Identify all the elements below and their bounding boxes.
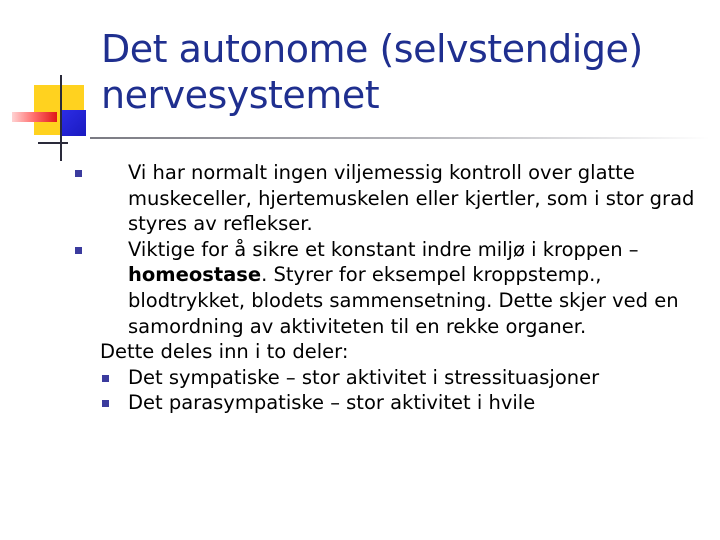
bullet-square-icon [102, 400, 109, 407]
sub-bullet-text: Det parasympatiske – stor aktivitet i hvile [128, 391, 536, 415]
decor-short-line [38, 142, 68, 144]
bullet-text-start: Viktige for å sikre et konstant indre miljø i kroppen – [128, 237, 639, 261]
bullet-item [100, 160, 700, 237]
decor-vertical-line [60, 75, 62, 161]
bullet-square-icon [75, 247, 82, 254]
slide-body [100, 160, 700, 416]
title-underline [90, 137, 710, 139]
bullet-square-icon [102, 375, 109, 382]
decor-red-bar [12, 112, 57, 122]
bullet-text-end: . Styrer for eksempel kroppstemp., blodtrykket, blodets sammensetning. Dette skjer ved en samordning av aktiviteten til en rekke organer. [128, 263, 679, 338]
sub-bullet-item [100, 365, 700, 391]
bullet-item [100, 237, 700, 339]
intro-line: Dette deles inn i to deler: [100, 340, 349, 364]
slide-title: Det autonome (selvstendige) nervesystemet [101, 27, 643, 117]
sub-bullet-text: Det sympatiske – stor aktivitet i stressituasjoner [128, 365, 600, 389]
decor-blue-square [60, 110, 86, 136]
bullet-text-bold: homeostase [128, 263, 262, 287]
bullet-square-icon [75, 170, 82, 177]
sub-bullet-item [100, 390, 700, 416]
bullet-text: Vi har normalt ingen viljemessig kontroll over glatte muskeceller, hjertemuskelen eller kjertler, som i stor grad styres av reflekser. [128, 161, 695, 236]
